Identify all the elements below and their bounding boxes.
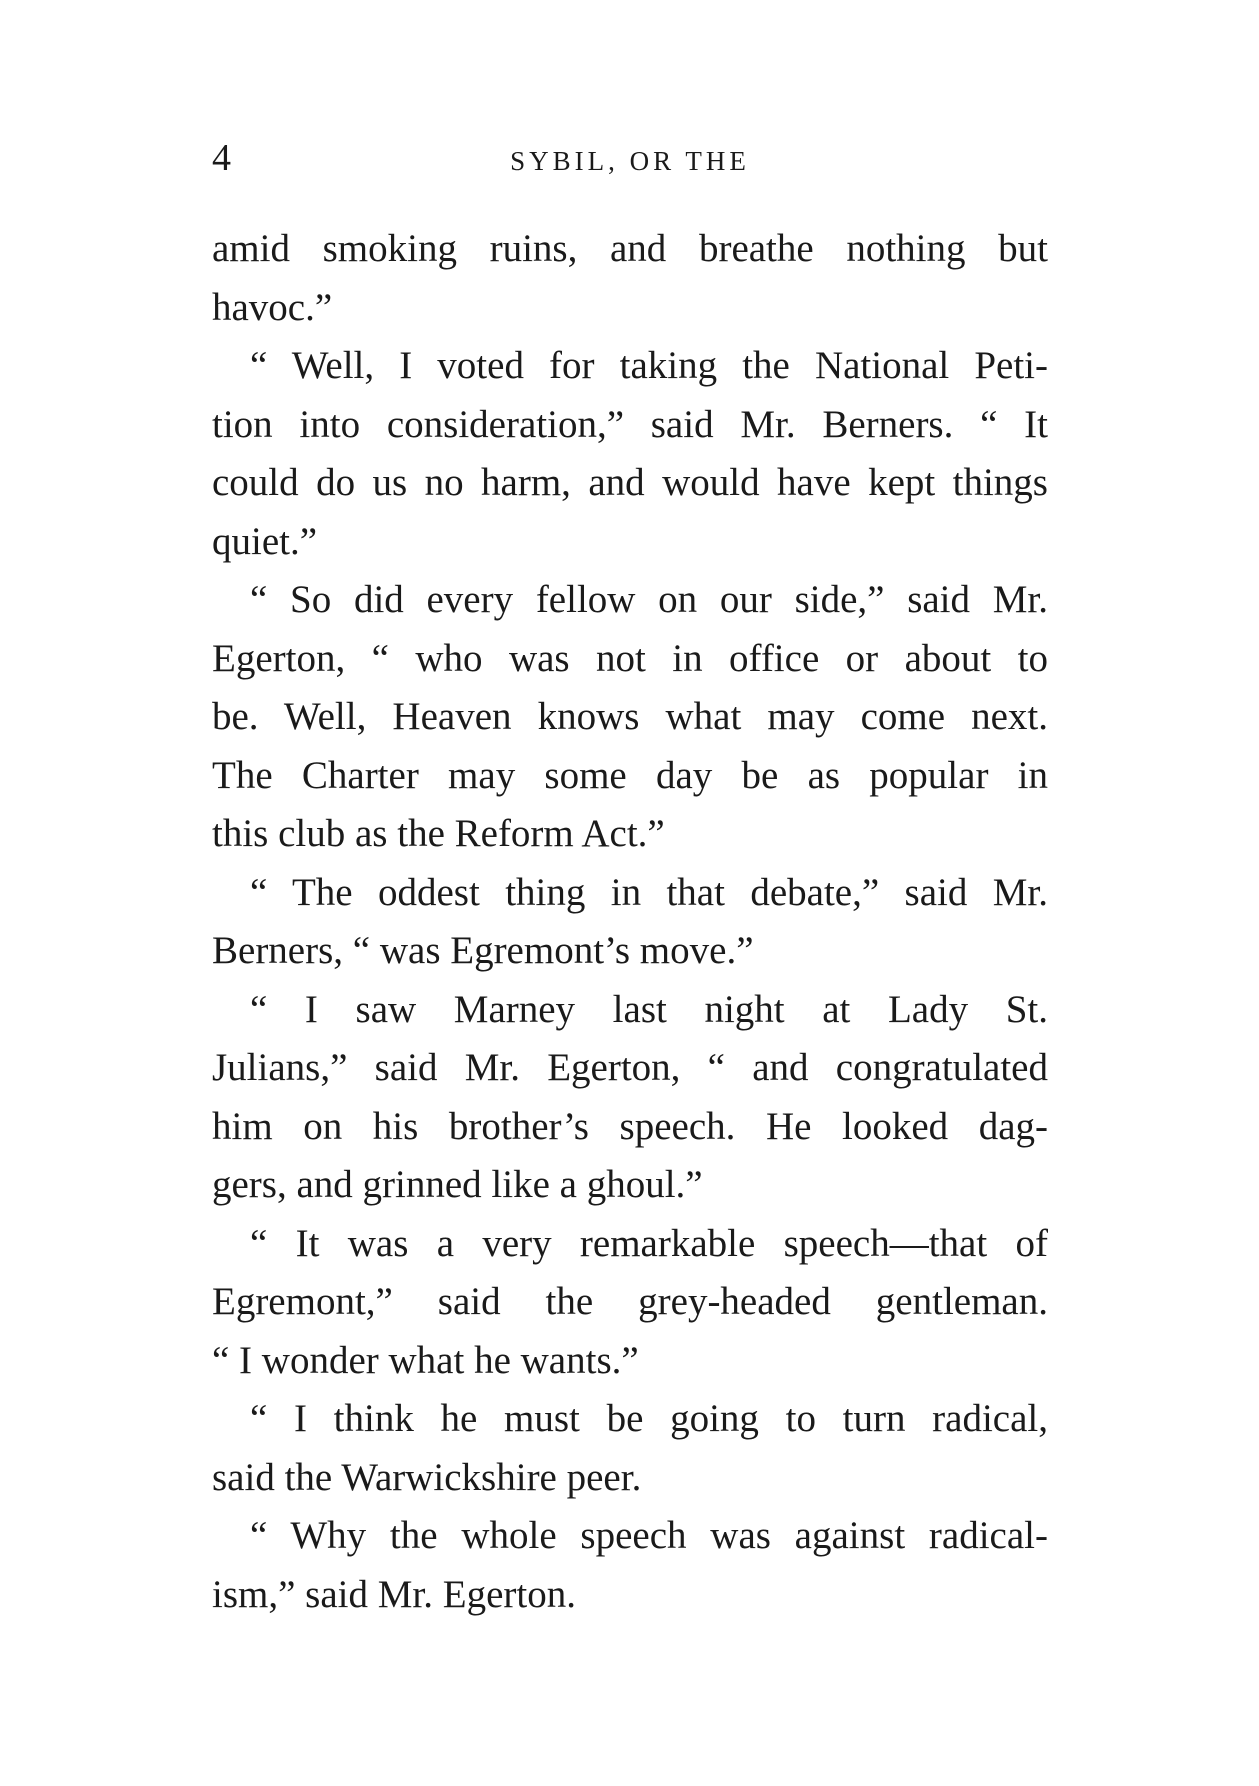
text-line: quiet.” [212,519,318,563]
page-number: 4 [212,137,231,179]
text-line: Egerton, “ who was not in office or about to [212,636,1048,680]
text-line: tion into consideration,” said Mr. Berners. “ It [212,402,1048,446]
text-line: amid smoking ruins, and breathe nothing but [212,227,1048,270]
text-line: “ The oddest thing in that debate,” said Mr. [250,870,1048,914]
text-line: “ It was a very remarkable speech—that of [250,1221,1048,1265]
text-line: Egremont,” said the grey-headed gentleman. [212,1280,1048,1323]
text-line: him on his brother’s speech. He looked dag- [212,1104,1048,1148]
running-title: SYBIL, OR THE [510,146,750,176]
text-line: “ Why the whole speech was against radical- [250,1514,1048,1557]
text-line: said the Warwickshire peer. [212,1455,642,1499]
text-line: havoc.” [212,285,333,329]
page-header [212,138,1048,188]
text-line: “ I think he must be going to turn radical, [250,1397,1048,1440]
text-line: this club as the Reform Act.” [212,812,665,855]
text-line: The Charter may some day be as popular in [212,753,1048,797]
text-line: Berners, “ was Egremont’s move.” [212,929,754,972]
text-line: could do us no harm, and would have kept things [212,461,1048,504]
text-line: gers, and grinned like a ghoul.” [212,1163,703,1206]
text-line: Julians,” said Mr. Egerton, “ and congratulated [212,1046,1048,1089]
body-text [212,220,1048,1624]
text-line: “ Well, I voted for taking the National Peti- [250,344,1048,387]
text-line: “ So did every fellow on our side,” said Mr. [250,578,1048,621]
text-line: be. Well, Heaven knows what may come next. [212,695,1048,738]
text-line: “ I saw Marney last night at Lady St. [250,987,1048,1031]
text-line: “ I wonder what he wants.” [212,1338,639,1382]
text-line: ism,” said Mr. Egerton. [212,1572,576,1616]
